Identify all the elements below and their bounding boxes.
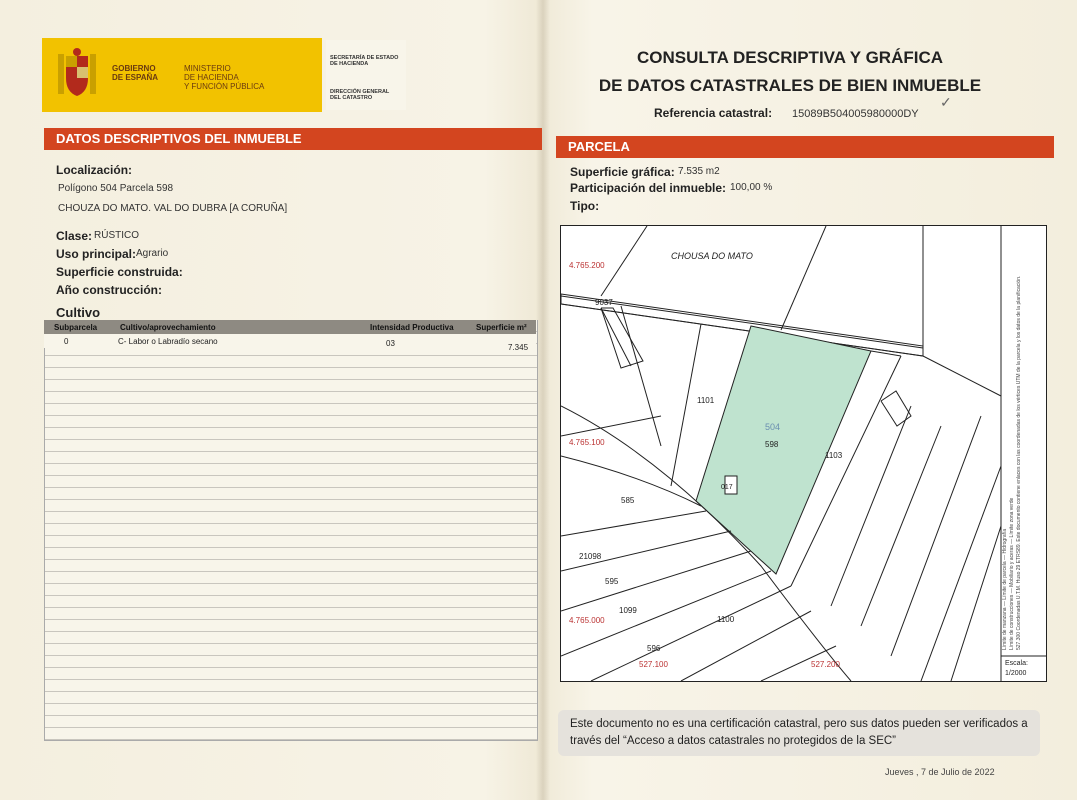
uso-value: Agrario <box>136 248 169 259</box>
cell-cultivo: C- Labor o Labradío secano <box>118 337 218 346</box>
directorate-name <box>330 89 389 101</box>
legend-item: Mobiliario y aceras <box>1009 545 1015 587</box>
map-y-top: 4.765.200 <box>569 261 605 270</box>
cell-intensidad: 03 <box>386 339 395 348</box>
directorate-line-2: DEL CATASTRO <box>330 95 373 101</box>
map-place-label: CHOUSA DO MATO <box>671 251 753 261</box>
superficie-construida-label: Superficie construida: <box>56 265 183 279</box>
cultivo-title: Cultivo <box>56 305 101 320</box>
parcel-label: 596 <box>647 644 661 653</box>
parcel-label: 595 <box>605 577 619 586</box>
uso-label: Uso principal: <box>56 247 137 261</box>
document-title-line-1: CONSULTA DESCRIPTIVA Y GRÁFICA <box>636 48 944 67</box>
map-x-left: 527.100 <box>639 660 668 669</box>
map-legend: Límite de manzana — Límite de parcela — Hidrografía Límite de construcciones — Mobiliario y aceras — Límite zona verde 527.300 Coordenadas U.T.M. Huso 29 ETRS89. Este documento contiene enlaces con las coordenadas de los vértices UTM de la parcela y los datos de la planificación. <box>1002 275 1022 650</box>
parcel-label: 1100 <box>717 615 735 624</box>
reference-value: 15089B504005980000DY <box>792 108 919 120</box>
header-superficie: Superficie m² <box>476 323 527 332</box>
parcel-label: 598 <box>765 440 779 449</box>
cell-subparcela: 0 <box>64 337 69 346</box>
secretariat-name <box>330 55 398 67</box>
legend-item: Límite de parcela <box>1002 561 1008 600</box>
parcel-label: 1103 <box>825 451 843 460</box>
legend-item: Hidrografía <box>1002 528 1008 554</box>
map-y-bot: 4.765.000 <box>569 616 605 625</box>
document-date: Jueves , 7 de Julio de 2022 <box>885 767 995 777</box>
legend-item: Límite de construcciones <box>1009 594 1015 650</box>
reference-label: Referencia catastral: <box>654 106 773 120</box>
superficie-grafica-label: Superficie gráfica: <box>570 165 675 179</box>
header-intensidad: Intensidad Productiva <box>370 323 454 332</box>
page-fold <box>536 0 550 800</box>
localizacion-line-2: CHOUZA DO MATO. VAL DO DUBRA [A CORUÑA] <box>58 203 288 214</box>
document-title-line-2: DE DATOS CATASTRALES DE BIEN INMUEBLE <box>598 76 982 95</box>
cadastral-map <box>560 225 1047 682</box>
scale-value: 1/2000 <box>1005 670 1027 677</box>
coat-of-arms-icon <box>54 48 100 100</box>
gov-line-1: GOBIERNO <box>112 64 156 73</box>
ministry-line-2: DE HACIENDA <box>184 73 239 82</box>
parcel-label: 017 <box>721 484 733 491</box>
section-title-parcela: PARCELA <box>556 136 1054 158</box>
map-x-right: 527.200 <box>811 660 840 669</box>
map-y-mid: 4.765.100 <box>569 438 605 447</box>
anio-construccion-label: Año construcción: <box>56 283 163 297</box>
ministry-line-3: Y FUNCIÓN PÚBLICA <box>184 82 265 91</box>
gov-line-2: DE ESPAÑA <box>112 73 159 82</box>
secretariat-line-2: DE HACIENDA <box>330 61 369 67</box>
parcel-label: 1099 <box>619 606 637 615</box>
parcel-label: 21098 <box>579 552 602 561</box>
gov-name <box>112 64 158 82</box>
table-header <box>44 320 536 334</box>
tipo-label: Tipo: <box>570 199 600 213</box>
scale-label: Escala: <box>1005 660 1028 667</box>
localizacion-label: Localización: <box>56 163 133 177</box>
header-cultivo: Cultivo/aprovechamiento <box>120 323 216 332</box>
directorate-line-1: DIRECCIÓN GENERAL <box>330 89 390 95</box>
ministry-name <box>184 64 264 91</box>
cell-superficie: 7.345 <box>508 343 529 352</box>
clase-label: Clase: <box>56 229 93 243</box>
secretariat-line-1: SECRETARÍA DE ESTADO <box>330 55 399 61</box>
legend-item: Límite de manzana <box>1002 607 1008 650</box>
superficie-grafica-value: 7.535 m2 <box>678 166 720 177</box>
ministry-line-1: MINISTERIO <box>184 64 231 73</box>
parcel-label: 585 <box>621 496 635 505</box>
legend-note: 527.300 Coordenadas U.T.M. Huso 29 ETRS89. Este documento contiene enlaces con las coordenadas de los vértices UTM de la parcela y los datos de la planificación. <box>1016 275 1022 650</box>
parcel-label: 504 <box>765 422 781 432</box>
disclaimer-note: Este documento no es una certificación catastral, pero sus datos pueden ser verificados a través del “Acceso a datos catastrales no protegidos de la SEC” <box>558 710 1040 756</box>
parcel-label: 9037 <box>595 298 613 307</box>
header-subparcela: Subparcela <box>54 323 98 332</box>
participacion-label: Participación del inmueble: <box>570 181 727 195</box>
parcel-label: 1101 <box>697 396 715 405</box>
legend-item: Límite zona verde <box>1009 497 1015 538</box>
clase-value: RÚSTICO <box>94 230 139 241</box>
localizacion-line-1: Polígono 504 Parcela 598 <box>58 183 174 194</box>
cultivo-table <box>44 320 538 741</box>
participacion-value: 100,00 % <box>730 182 773 193</box>
checkmark-icon: ✓ <box>940 94 952 110</box>
section-title-descriptive: DATOS DESCRIPTIVOS DEL INMUEBLE <box>44 128 542 150</box>
